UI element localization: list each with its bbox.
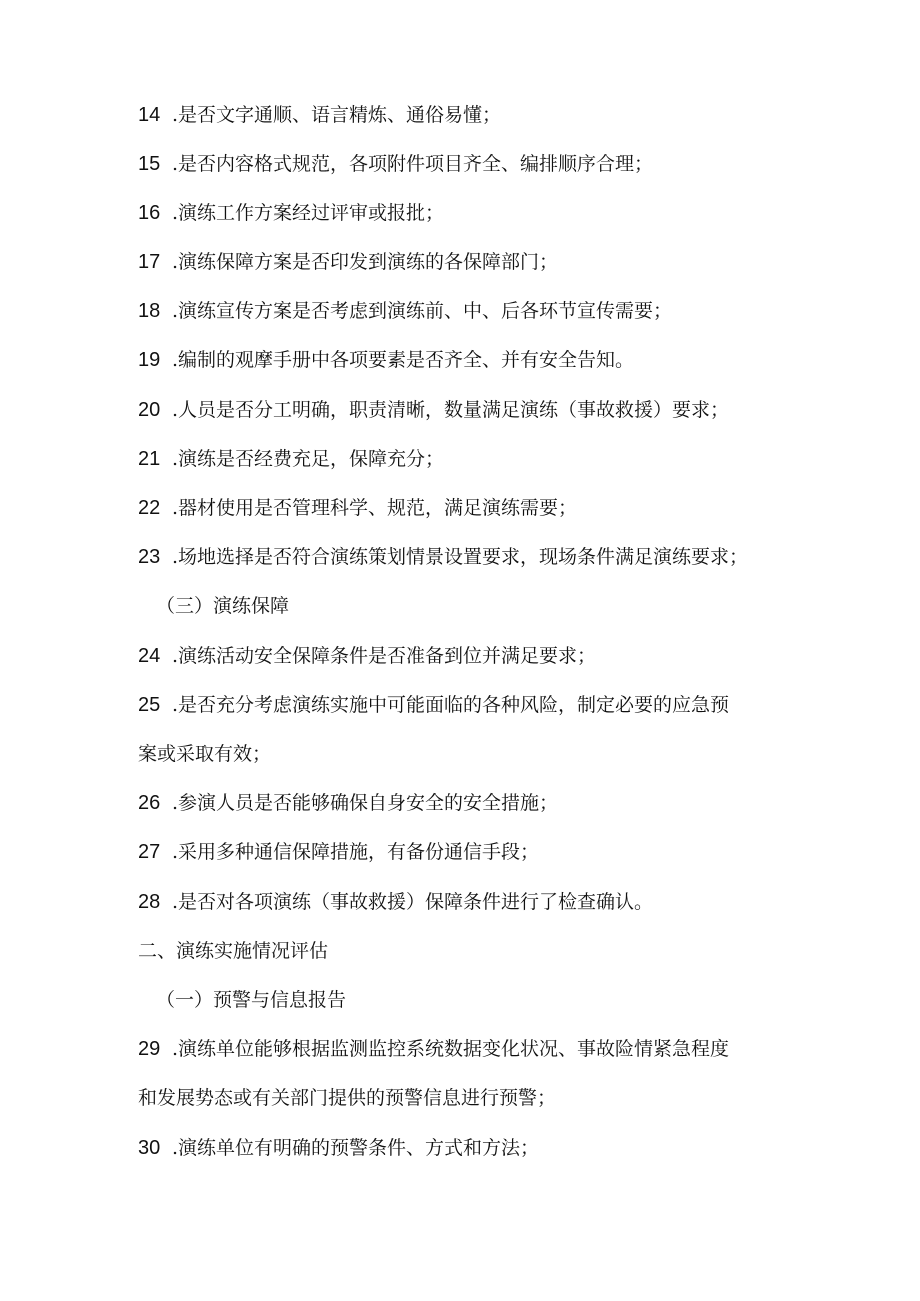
item-text: .演练是否经费充足，保障充分； (172, 448, 445, 470)
item-number: 21 (138, 448, 161, 470)
list-item-19 (138, 345, 634, 375)
list-item-24 (138, 641, 596, 671)
list-item-20 (138, 395, 729, 425)
item-text: .是否对各项演练（事故救援）保障条件进行了检查确认。 (172, 891, 654, 913)
list-item-25 (138, 690, 729, 720)
item-text: .演练工作方案经过评审或报批； (172, 202, 445, 224)
list-item-27 (138, 837, 539, 867)
list-item-28 (138, 887, 653, 917)
item-text: .人员是否分工明确，职责清晰，数量满足演练（事故救援）要求； (172, 399, 730, 421)
item-text: .演练保障方案是否印发到演练的各保障部门； (172, 251, 559, 273)
item-text: .器材使用是否管理科学、规范，满足演练需要； (172, 497, 578, 519)
list-item-21 (138, 444, 444, 474)
item-number: 23 (138, 546, 161, 568)
item-number: 29 (138, 1038, 161, 1060)
item-text: .是否文字通顺、语言精炼、通俗易懂； (172, 104, 502, 126)
item-text: .演练单位有明确的预警条件、方式和方法； (172, 1137, 540, 1159)
item-number: 27 (138, 841, 161, 863)
item-number: 19 (138, 349, 161, 371)
list-item-29 (138, 1034, 729, 1064)
list-item-22 (138, 493, 577, 523)
item-text: .参演人员是否能够确保自身安全的安全措施； (172, 792, 559, 814)
item-text: .演练活动安全保障条件是否准备到位并满足要求； (172, 645, 597, 667)
item-number: 26 (138, 792, 161, 814)
item-number: 28 (138, 891, 161, 913)
list-item-15 (138, 149, 653, 179)
item-number: 16 (138, 202, 161, 224)
item-text: .是否充分考虑演练实施中可能面临的各种风险，制定必要的应急预 (172, 694, 730, 716)
section-heading-1: （一）预警与信息报告 (156, 989, 347, 1011)
item-text: .是否内容格式规范，各项附件项目齐全、编排顺序合理； (172, 153, 654, 175)
item-number: 24 (138, 645, 161, 667)
list-item-18 (138, 296, 672, 326)
item-number: 14 (138, 104, 161, 126)
list-item-14 (138, 100, 501, 130)
list-item-29-continuation: 和发展势态或有关部门提供的预警信息进行预警； (138, 1087, 557, 1109)
item-number: 20 (138, 399, 161, 421)
list-item-23 (138, 542, 748, 572)
item-number: 25 (138, 694, 161, 716)
list-item-16 (138, 198, 444, 228)
section-heading-3: （三）演练保障 (156, 595, 290, 617)
list-item-30 (138, 1133, 539, 1163)
list-item-25-continuation: 案或采取有效； (138, 743, 272, 765)
item-number: 18 (138, 300, 161, 322)
item-number: 17 (138, 251, 161, 273)
item-text: .场地选择是否符合演练策划情景设置要求，现场条件满足演练要求； (172, 546, 749, 568)
item-text: .采用多种通信保障措施，有备份通信手段； (172, 841, 540, 863)
list-item-17 (138, 247, 558, 277)
chapter-heading-2: 二、演练实施情况评估 (138, 940, 329, 962)
list-item-26 (138, 788, 558, 818)
item-number: 30 (138, 1137, 161, 1159)
item-text: .演练单位能够根据监测监控系统数据变化状况、事故险情紧急程度 (172, 1038, 730, 1060)
item-text: .演练宣传方案是否考虑到演练前、中、后各环节宣传需要； (172, 300, 673, 322)
item-text: .编制的观摩手册中各项要素是否齐全、并有安全告知。 (172, 349, 635, 371)
item-number: 22 (138, 497, 161, 519)
item-number: 15 (138, 153, 161, 175)
